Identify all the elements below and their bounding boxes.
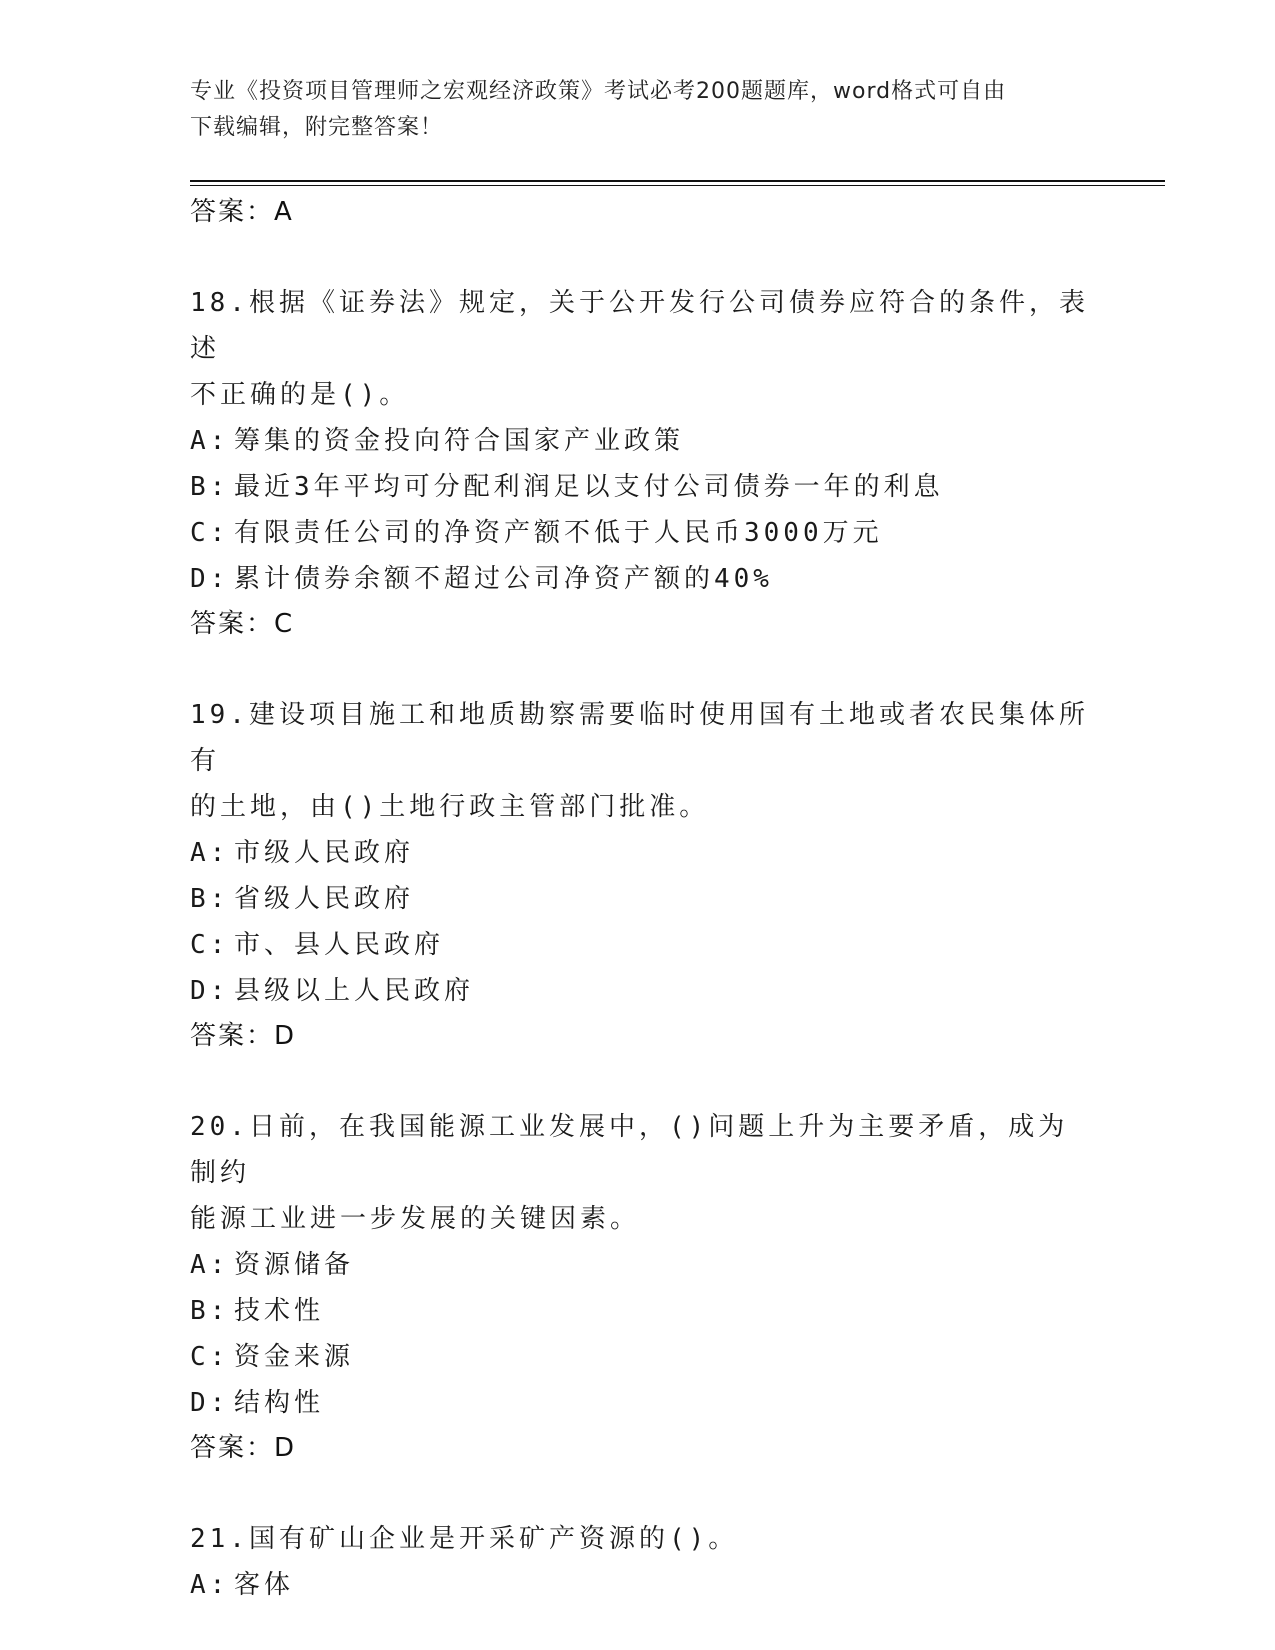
option-a: A: 资源储备 [190,1250,355,1280]
option-b: B: 省级人民政府 [190,884,415,914]
option-b: B: 最近3年平均可分配利润足以支付公司债券一年的利息 [190,472,944,502]
answer-line: 答案：D [190,1021,297,1051]
header-rule-thick [190,180,1165,182]
option-c: C: 资金来源 [190,1342,355,1372]
question-block [190,280,1090,646]
option-c: C: 有限责任公司的净资产额不低于人民币3000万元 [190,518,883,548]
option-c: C: 市、县人民政府 [190,930,445,960]
question-stem: 19.建设项目施工和地质勘察需要临时使用国有土地或者农民集体所有 的土地，由()土地行政主管部门批准。 [190,700,1089,822]
question-block [190,1104,1090,1470]
option-d: D: 累计债券余额不超过公司净资产额的40% [190,564,773,594]
option-a: A: 市级人民政府 [190,838,415,868]
option-d: D: 县级以上人民政府 [190,976,475,1006]
question-block [190,692,1090,1058]
answer-line: 答案：A [190,197,294,227]
header-line-2: 下载编辑，附完整答案！ [190,115,444,140]
answer-line: 答案：D [190,1433,297,1463]
option-a: A: 筹集的资金投向符合国家产业政策 [190,426,685,456]
option-a: A: 客体 [190,1570,295,1600]
option-b: B: 技术性 [190,1296,325,1326]
question-stem: 20.日前，在我国能源工业发展中，()问题上升为主要矛盾，成为制约 能源工业进一步发展的关键因素。 [190,1112,1069,1234]
answer-line: 答案：C [190,609,295,639]
question-block [190,1516,1090,1608]
document-header [190,74,1090,146]
document-body [190,190,1090,1608]
header-rule-thin [190,185,1165,186]
question-stem: 18.根据《证券法》规定，关于公开发行公司债券应符合的条件，表述 不正确的是()。 [190,288,1089,410]
question-stem: 21.国有矿山企业是开采矿产资源的()。 [190,1524,739,1554]
header-line-1: 专业《投资项目管理师之宏观经济政策》考试必考200题题库，word格式可自由 [190,79,1007,104]
option-d: D: 结构性 [190,1388,325,1418]
